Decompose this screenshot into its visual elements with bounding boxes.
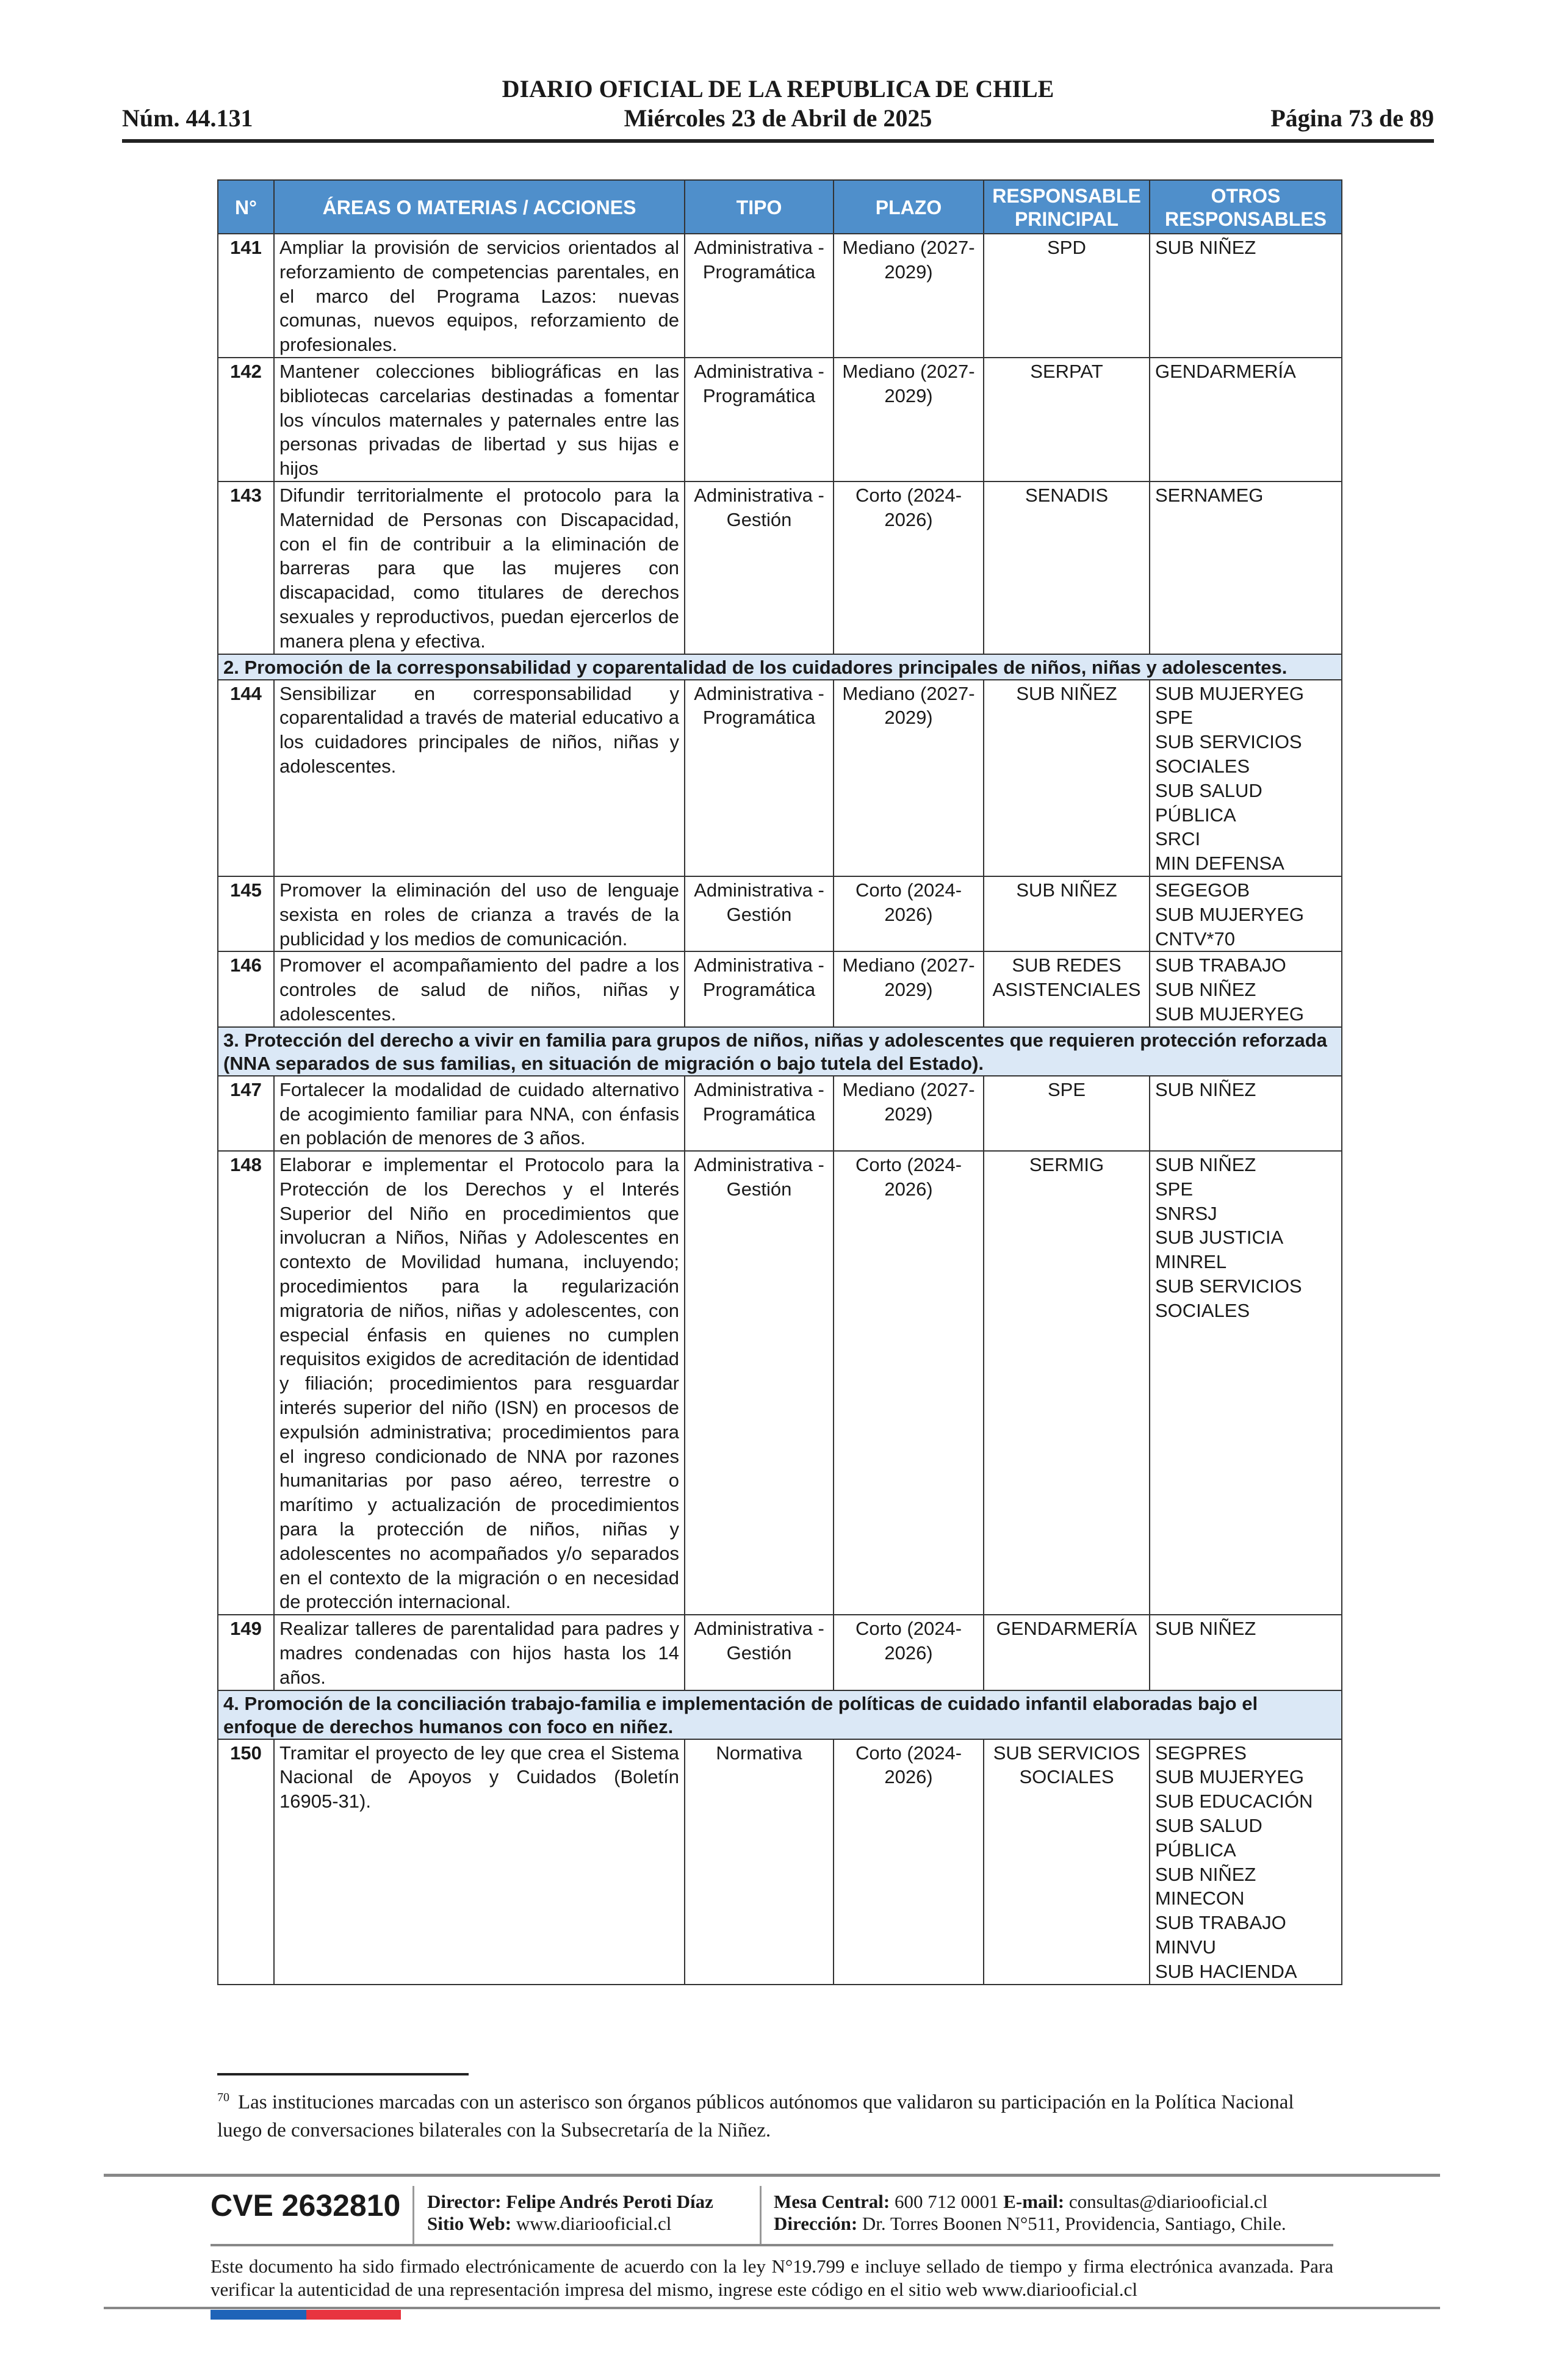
page-number: Página 73 de 89 — [1270, 104, 1434, 132]
row-number: 143 — [218, 481, 274, 654]
row-type: Normativa — [685, 1739, 834, 1985]
col-header-actions: ÁREAS O MATERIAS / ACCIONES — [274, 180, 685, 234]
row-main-responsible: SPD — [984, 234, 1150, 358]
other-responsible: SUB MUJERYEG — [1155, 1003, 1305, 1025]
row-other-responsibles — [1150, 1739, 1342, 1985]
row-number: 146 — [218, 951, 274, 1026]
row-type: Administrativa - Programática — [685, 234, 834, 358]
table-row — [218, 1615, 1342, 1690]
row-main-responsible: SUB NIÑEZ — [984, 680, 1150, 876]
email-link[interactable]: consultas@diariooficial.cl — [1068, 2191, 1268, 2212]
section-row — [218, 1027, 1342, 1076]
director-label: Director: — [427, 2191, 502, 2212]
other-responsible: GENDARMERÍA — [1155, 360, 1296, 382]
row-number: 148 — [218, 1151, 274, 1615]
other-responsible: SPE — [1155, 1178, 1194, 1200]
footer-contact-block — [774, 2191, 1286, 2235]
other-responsible: SUB HACIENDA — [1155, 1960, 1297, 1982]
signature-disclaimer: Este documento ha sido firmado electrónicamente de acuerdo con la ley N°19.799 e incluye sellado de tiempo y firma electrónica avanzada. Para verificar la autenticidad de una representación impresa del mismo, ingrese este código en el sitio web www.diariooficial.cl — [211, 2256, 1333, 2300]
row-main-responsible: SUB SERVICIOS SOCIALES — [984, 1739, 1150, 1985]
other-responsible: SERNAMEG — [1155, 484, 1264, 506]
row-other-responsibles — [1150, 951, 1342, 1026]
row-main-responsible: SPE — [984, 1076, 1150, 1151]
table-body — [218, 234, 1342, 1985]
row-other-responsibles — [1150, 1076, 1342, 1151]
website-label: Sitio Web: — [427, 2213, 512, 2234]
row-action: Promover la eliminación del uso de lenguaje sexista en roles de crianza a través de la publicidad y los medios de comunicación. — [274, 876, 685, 951]
row-type: Administrativa - Gestión — [685, 1615, 834, 1690]
phone-number: 600 712 0001 — [895, 2191, 999, 2212]
row-action: Mantener colecciones bibliográficas en las bibliotecas carcelarias destinadas a fomentar los vínculos maternales y paternales entre las personas privadas de libertad y sus hijas e hijos — [274, 358, 685, 481]
row-action: Sensibilizar en corresponsabilidad y coparentalidad a través de material educativo a los cuidadores principales de niños, niñas y adolescentes. — [274, 680, 685, 876]
table-row — [218, 234, 1342, 358]
row-main-responsible: SERMIG — [984, 1151, 1150, 1615]
other-responsible: SNRSJ — [1155, 1202, 1217, 1224]
row-term: Mediano (2027-2029) — [834, 1076, 984, 1151]
other-responsible: SEGPRES — [1155, 1742, 1247, 1764]
footnote-text: Las instituciones marcadas con un asterisco son órganos públicos autónomos que validaron su participación en la Política Nacional luego de conversaciones bilaterales con la Subsecretaría de la Niñez. — [217, 2091, 1294, 2141]
other-responsible: MINVU — [1155, 1936, 1216, 1958]
other-responsible: SPE — [1155, 707, 1194, 729]
row-other-responsibles — [1150, 876, 1342, 951]
section-title: 3. Protección del derecho a vivir en familia para grupos de niños, niñas y adolescentes que requieren protección reforzada (NNA separados de sus familias, en situación de migración o bajo tutela del Estado). — [218, 1027, 1342, 1076]
section-title: 2. Promoción de la corresponsabilidad y coparentalidad de los cuidadores principales de niños, niñas y adolescentes. — [218, 654, 1342, 680]
row-number: 145 — [218, 876, 274, 951]
section-title: 4. Promoción de la conciliación trabajo-familia e implementación de políticas de cuidado infantil elaboradas bajo el enfoque de derechos humanos con foco en niñez. — [218, 1690, 1342, 1739]
row-main-responsible: SERPAT — [984, 358, 1150, 481]
col-header-main-responsible: RESPONSABLE PRINCIPAL — [984, 180, 1150, 234]
table-row — [218, 951, 1342, 1026]
footer-divider — [211, 2244, 1333, 2246]
other-responsible: SUB SALUD PÚBLICA — [1155, 1815, 1262, 1861]
other-responsible: SUB SERVICIOS SOCIALES — [1155, 731, 1302, 777]
other-responsible: SUB TRABAJO — [1155, 954, 1286, 976]
row-term: Mediano (2027-2029) — [834, 234, 984, 358]
row-term: Corto (2024-2026) — [834, 1151, 984, 1615]
row-other-responsibles — [1150, 1615, 1342, 1690]
address: Dr. Torres Boonen N°511, Providencia, Santiago, Chile. — [862, 2213, 1286, 2234]
row-type: Administrativa - Programática — [685, 1076, 834, 1151]
other-responsible: SUB NIÑEZ — [1155, 1863, 1256, 1885]
other-responsible: SUB SERVICIOS SOCIALES — [1155, 1275, 1302, 1321]
row-number: 150 — [218, 1739, 274, 1985]
other-responsible: SUB MUJERYEG — [1155, 1766, 1305, 1788]
row-action: Promover el acompañamiento del padre a los controles de salud de niños, niñas y adolescentes. — [274, 951, 685, 1026]
other-responsible: SUB NIÑEZ — [1155, 979, 1256, 1001]
other-responsible: SUB MUJERYEG — [1155, 903, 1305, 925]
col-header-term: PLAZO — [834, 180, 984, 234]
row-type: Administrativa - Programática — [685, 680, 834, 876]
issue-date: Miércoles 23 de Abril de 2025 — [624, 104, 932, 132]
cve-code: CVE 2632810 — [211, 2188, 401, 2223]
row-type: Administrativa - Gestión — [685, 481, 834, 654]
flag-stripe-red — [306, 2310, 401, 2320]
row-main-responsible: SENADIS — [984, 481, 1150, 654]
row-number: 144 — [218, 680, 274, 876]
row-term: Mediano (2027-2029) — [834, 358, 984, 481]
row-term: Corto (2024-2026) — [834, 481, 984, 654]
row-number: 149 — [218, 1615, 274, 1690]
other-responsible: SUB EDUCACIÓN — [1155, 1790, 1313, 1812]
other-responsible: SUB NIÑEZ — [1155, 1618, 1256, 1640]
other-responsible: SUB MUJERYEG — [1155, 682, 1305, 704]
table-row — [218, 1076, 1342, 1151]
phone-label: Mesa Central: — [774, 2191, 890, 2212]
website-link[interactable]: www.diariooficial.cl — [516, 2213, 672, 2234]
publication-title: DIARIO OFICIAL DE LA REPUBLICA DE CHILE — [502, 75, 1054, 103]
footer-separator — [760, 2186, 762, 2244]
row-action: Ampliar la provisión de servicios orientados al reforzamiento de competencias parentales, en el marco del Programa Lazos: nuevas comunas, nuevos equipos, reforzamiento de profesionales. — [274, 234, 685, 358]
other-responsible: MINREL — [1155, 1251, 1227, 1273]
other-responsible: SUB JUSTICIA — [1155, 1227, 1284, 1249]
footer-divider — [104, 2307, 1440, 2309]
other-responsible: SUB NIÑEZ — [1155, 237, 1256, 258]
other-responsible: MIN DEFENSA — [1155, 853, 1284, 874]
footnote-mark: 70 — [217, 2091, 229, 2104]
other-responsible: SUB TRABAJO — [1155, 1912, 1286, 1934]
other-responsible: SUB NIÑEZ — [1155, 1078, 1256, 1100]
table-row — [218, 1739, 1342, 1985]
row-action: Realizar talleres de parentalidad para padres y madres condenadas con hijos hasta los 14 años. — [274, 1615, 685, 1690]
row-term: Corto (2024-2026) — [834, 1615, 984, 1690]
other-responsible: SUB SALUD PÚBLICA — [1155, 779, 1262, 826]
table-row — [218, 876, 1342, 951]
email-label: E-mail: — [1003, 2191, 1065, 2212]
actions-table — [217, 179, 1342, 1985]
row-action: Fortalecer la modalidad de cuidado alternativo de acogimiento familiar para NNA, con énfasis en población de menores de 3 años. — [274, 1076, 685, 1151]
issue-number: Núm. 44.131 — [122, 104, 253, 132]
table-row — [218, 481, 1342, 654]
section-row — [218, 654, 1342, 680]
table-header-row — [218, 180, 1342, 234]
col-header-other-responsibles: OTROS RESPONSABLES — [1150, 180, 1342, 234]
row-number: 141 — [218, 234, 274, 358]
other-responsible: MINECON — [1155, 1888, 1245, 1909]
row-main-responsible: GENDARMERÍA — [984, 1615, 1150, 1690]
row-type: Administrativa - Gestión — [685, 1151, 834, 1615]
other-responsible: SEGEGOB — [1155, 879, 1250, 901]
table-row — [218, 680, 1342, 876]
row-other-responsibles — [1150, 1151, 1342, 1615]
row-main-responsible: SUB REDES ASISTENCIALES — [984, 951, 1150, 1026]
col-header-number: N° — [218, 180, 274, 234]
row-number: 142 — [218, 358, 274, 481]
other-responsible: SUB NIÑEZ — [1155, 1154, 1256, 1176]
header-divider — [122, 139, 1434, 143]
footer-divider — [104, 2174, 1440, 2177]
footer-separator — [412, 2186, 414, 2244]
row-type: Administrativa - Programática — [685, 358, 834, 481]
footnote-divider — [217, 2073, 469, 2075]
footnote — [217, 2083, 1341, 2144]
row-number: 147 — [218, 1076, 274, 1151]
address-label: Dirección: — [774, 2213, 858, 2234]
row-main-responsible: SUB NIÑEZ — [984, 876, 1150, 951]
row-term: Corto (2024-2026) — [834, 1739, 984, 1985]
row-term: Corto (2024-2026) — [834, 876, 984, 951]
row-type: Administrativa - Programática — [685, 951, 834, 1026]
table-row — [218, 358, 1342, 481]
other-responsible: CNTV*70 — [1155, 928, 1235, 950]
row-other-responsibles — [1150, 680, 1342, 876]
row-other-responsibles — [1150, 358, 1342, 481]
row-action: Elaborar e implementar el Protocolo para la Protección de los Derechos y el Interés Superior del Niño en procedimientos que involucran a Niños, Niñas y Adolescentes en contexto de Movilidad humana, incluyendo; procedimientos para la regularización migratoria de niños, niñas y adolescentes, con especial énfasis en quienes no cumplen requisitos exigidos de acreditación de identidad y filiación; procedimientos para resguardar interés superior del niño (ISN) en procesos de expulsión administrativa; procedimientos para el ingreso condicionado de NNA por razones humanitarias por paso aéreo, terrestre o marítimo y actualización de procedimientos para la protección de niños, niñas y adolescentes no acompañados y/o separados en el contexto de la migración o en necesidad de protección internacional. — [274, 1151, 685, 1615]
row-other-responsibles — [1150, 234, 1342, 358]
row-action: Difundir territorialmente el protocolo para la Maternidad de Personas con Discapacidad, con el fin de contribuir a la eliminación de barreras para que las mujeres con discapacidad, como titulares de derechos sexuales y reproductivos, puedan ejercerlos de manera plena y efectiva. — [274, 481, 685, 654]
flag-stripe-blue — [211, 2310, 306, 2320]
other-responsible: SRCI — [1155, 828, 1201, 850]
director-name: Felipe Andrés Peroti Díaz — [506, 2191, 713, 2212]
section-row — [218, 1690, 1342, 1739]
col-header-type: TIPO — [685, 180, 834, 234]
row-term: Mediano (2027-2029) — [834, 951, 984, 1026]
footer-director-block — [427, 2191, 713, 2235]
row-action: Tramitar el proyecto de ley que crea el Sistema Nacional de Apoyos y Cuidados (Boletín 16905-31). — [274, 1739, 685, 1985]
row-other-responsibles — [1150, 481, 1342, 654]
row-type: Administrativa - Gestión — [685, 876, 834, 951]
row-term: Mediano (2027-2029) — [834, 680, 984, 876]
table-row — [218, 1151, 1342, 1615]
